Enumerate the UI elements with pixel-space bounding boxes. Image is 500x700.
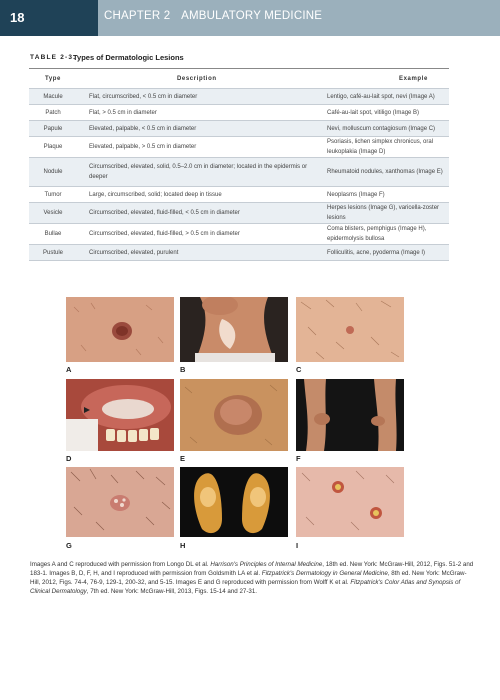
photo-label-h: H bbox=[180, 541, 186, 550]
table-row bbox=[29, 224, 449, 245]
cell-description: Elevated, palpable, > 0.5 cm in diameter bbox=[77, 137, 319, 158]
photo-plaque bbox=[66, 379, 174, 451]
photo-vesicle bbox=[66, 467, 174, 537]
photo-patch bbox=[180, 297, 288, 362]
cell-description: Large, circumscribed, solid; located deep in tissue bbox=[77, 187, 319, 203]
chapter-heading bbox=[104, 10, 330, 22]
table-header-row bbox=[29, 69, 449, 89]
photo-macule bbox=[66, 297, 174, 362]
photo-bullae bbox=[180, 467, 288, 537]
photo-tumor bbox=[296, 379, 404, 451]
table-title: Types of Dermatologic Lesions bbox=[73, 53, 184, 62]
table-label: TABLE 2-3. bbox=[30, 54, 77, 61]
credits-title-2: Fitzpatrick's Dermatology in General Medicine bbox=[261, 570, 388, 577]
cell-example: Psoriasis, lichen simplex chronicus, oral leukoplakia (Image D) bbox=[319, 137, 449, 158]
table-row bbox=[29, 187, 449, 203]
photo-label-c: C bbox=[296, 365, 302, 374]
header-example: Example bbox=[319, 69, 449, 89]
cell-description: Flat, circumscribed, < 0.5 cm in diameter bbox=[77, 89, 319, 105]
cell-example: Lentigo, café-au-lait spot, nevi (Image A) bbox=[319, 89, 449, 105]
image-credits bbox=[30, 560, 475, 596]
cell-type: Vesicle bbox=[29, 203, 77, 224]
cell-type: Plaque bbox=[29, 137, 77, 158]
photo-label-b: B bbox=[180, 365, 186, 374]
chapter-number: CHAPTER 2 bbox=[104, 10, 171, 22]
credits-text-1: Images A and C reproduced with permission from Longo DL et al. bbox=[30, 561, 211, 568]
cell-description: Circumscribed, elevated, solid, 0.5–2.0 cm in diameter; located in the epidermis or deeper bbox=[77, 158, 319, 187]
cell-example: Herpes lesions (Image G), varicella-zoster lesions bbox=[319, 203, 449, 224]
credits-text-2: , 18th ed. New York: McGraw-Hill, 2012, Figs. 51-2 and 183-1. Images B, D, F, H, and I reproduced with permission from Goldsmith LA et al. bbox=[30, 561, 474, 577]
chapter-title: AMBULATORY MEDICINE bbox=[181, 10, 323, 22]
table-row bbox=[29, 158, 449, 187]
credits-text-4: , 7th ed. New York: McGraw-Hill, 2013, Figs. 15-14 and 27-31. bbox=[86, 588, 257, 595]
table-row bbox=[29, 137, 449, 158]
cell-type: Papule bbox=[29, 121, 77, 137]
cell-description: Circumscribed, elevated, fluid-filled, < 0.5 cm in diameter bbox=[77, 203, 319, 224]
photo-papule bbox=[296, 297, 404, 362]
table-row bbox=[29, 121, 449, 137]
photo-pustule bbox=[296, 467, 404, 537]
credits-title-3: Fitzpatrick's Color Atlas and Synopsis of Clinical Dermatology bbox=[30, 579, 461, 595]
photo-label-a: A bbox=[66, 365, 72, 374]
credits-text-3: , 8th ed. New York: McGraw-Hill, 2012, Figs. 74-4, 76-9, 129-1, 200-32, and 5-15. Images E and G reproduced with permission from Wolff K et al. bbox=[30, 570, 467, 586]
cell-type: Bullae bbox=[29, 224, 77, 245]
table-row bbox=[29, 89, 449, 105]
cell-type: Patch bbox=[29, 105, 77, 121]
cell-example: Neoplasms (Image F) bbox=[319, 187, 449, 203]
table-row bbox=[29, 203, 449, 224]
credits-title-1: Harrison's Principles of Internal Medicine bbox=[210, 561, 323, 568]
photo-nodule bbox=[180, 379, 288, 451]
table-row bbox=[29, 105, 449, 121]
cell-description: Circumscribed, elevated, fluid-filled, > 0.5 cm in diameter bbox=[77, 224, 319, 245]
cell-description: Elevated, palpable, < 0.5 cm in diameter bbox=[77, 121, 319, 137]
cell-type: Pustule bbox=[29, 245, 77, 261]
table-row bbox=[29, 245, 449, 261]
cell-example: Folliculitis, acne, pyoderma (Image I) bbox=[319, 245, 449, 261]
header-description: Description bbox=[77, 69, 319, 89]
page-header bbox=[0, 0, 500, 36]
photo-label-d: D bbox=[66, 454, 72, 463]
cell-example: Coma blisters, pemphigus (Image H), epidermolysis bullosa bbox=[319, 224, 449, 245]
photo-label-f: F bbox=[296, 454, 301, 463]
header-type: Type bbox=[29, 69, 77, 89]
cell-description: Flat, > 0.5 cm in diameter bbox=[77, 105, 319, 121]
cell-type: Nodule bbox=[29, 158, 77, 187]
page-number: 18 bbox=[10, 10, 25, 25]
cell-example: Rheumatoid nodules, xanthomas (Image E) bbox=[319, 158, 449, 187]
cell-example: Café-au-lait spot, vitiligo (Image B) bbox=[319, 105, 449, 121]
cell-example: Nevi, molluscum contagiosum (Image C) bbox=[319, 121, 449, 137]
photo-label-g: G bbox=[66, 541, 72, 550]
lesion-table bbox=[29, 68, 449, 261]
photo-label-i: I bbox=[296, 541, 299, 550]
cell-type: Macule bbox=[29, 89, 77, 105]
cell-type: Tumor bbox=[29, 187, 77, 203]
photo-label-e: E bbox=[180, 454, 186, 463]
cell-description: Circumscribed, elevated, purulent bbox=[77, 245, 319, 261]
